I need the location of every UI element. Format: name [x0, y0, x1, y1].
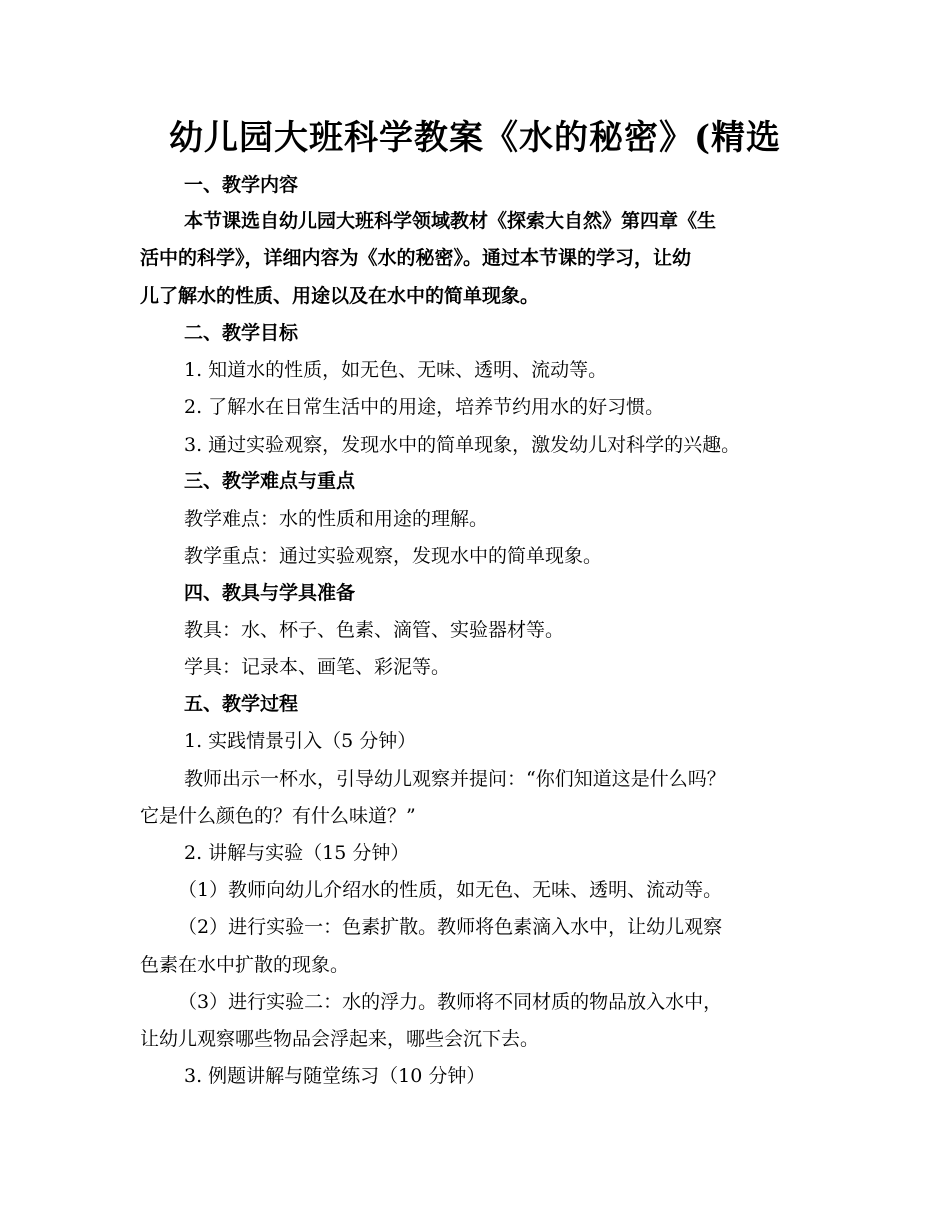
- paragraph-line: 教具：水、杯子、色素、滴管、实验器材等。: [184, 619, 565, 641]
- paragraph-line: 它是什么颜色的？有什么味道？”: [140, 805, 416, 827]
- paragraph-line: 教师出示一杯水，引导幼儿观察并提问：“你们知道这是什么吗？: [184, 768, 726, 790]
- list-item: 2. 讲解与实验（15 分钟）: [184, 842, 410, 864]
- paragraph-line: 儿了解水的性质、用途以及在水中的简单现象。: [140, 285, 540, 307]
- section-heading-teaching-goals: 二、教学目标: [184, 322, 299, 344]
- section-heading-teaching-content: 一、教学内容: [184, 174, 299, 196]
- paragraph-line: （3）进行实验二：水的浮力。教师将不同材质的物品放入水中，: [178, 991, 723, 1013]
- paragraph-line: 本节课选自幼儿园大班科学领域教材《探索大自然》第四章《生: [184, 210, 717, 232]
- list-item: 1. 实践情景引入（5 分钟）: [184, 730, 417, 752]
- paragraph-line: 学具：记录本、画笔、彩泥等。: [184, 656, 451, 678]
- list-item: 1. 知道水的性质，如无色、无味、透明、流动等。: [184, 359, 608, 381]
- list-item: 2. 了解水在日常生活中的用途，培养节约用水的好习惯。: [184, 396, 665, 418]
- paragraph-line: 让幼儿观察哪些物品会浮起来，哪些会沉下去。: [140, 1028, 540, 1050]
- paragraph-line: 活中的科学》，详细内容为《水的秘密》。通过本节课的学习，让幼: [140, 247, 692, 269]
- section-heading-difficulties: 三、教学难点与重点: [184, 470, 356, 492]
- document-title: 幼儿园大班科学教案《水的秘密》(精选: [168, 118, 782, 158]
- paragraph-line: 色素在水中扩散的现象。: [140, 954, 350, 976]
- section-heading-process: 五、教学过程: [184, 693, 299, 715]
- list-item: 3. 通过实验观察，发现水中的简单现象，激发幼儿对科学的兴趣。: [184, 434, 741, 456]
- section-heading-tools: 四、教具与学具准备: [184, 582, 356, 604]
- paragraph-line: （2）进行实验一：色素扩散。教师将色素滴入水中，让幼儿观察: [178, 916, 723, 938]
- paragraph-line: 教学难点：水的性质和用途的理解。: [184, 508, 489, 530]
- paragraph-line: 教学重点：通过实验观察，发现水中的简单现象。: [184, 545, 603, 567]
- list-item: 3. 例题讲解与随堂练习（10 分钟）: [184, 1065, 486, 1087]
- paragraph-line: （1）教师向幼儿介绍水的性质，如无色、无味、透明、流动等。: [178, 879, 723, 901]
